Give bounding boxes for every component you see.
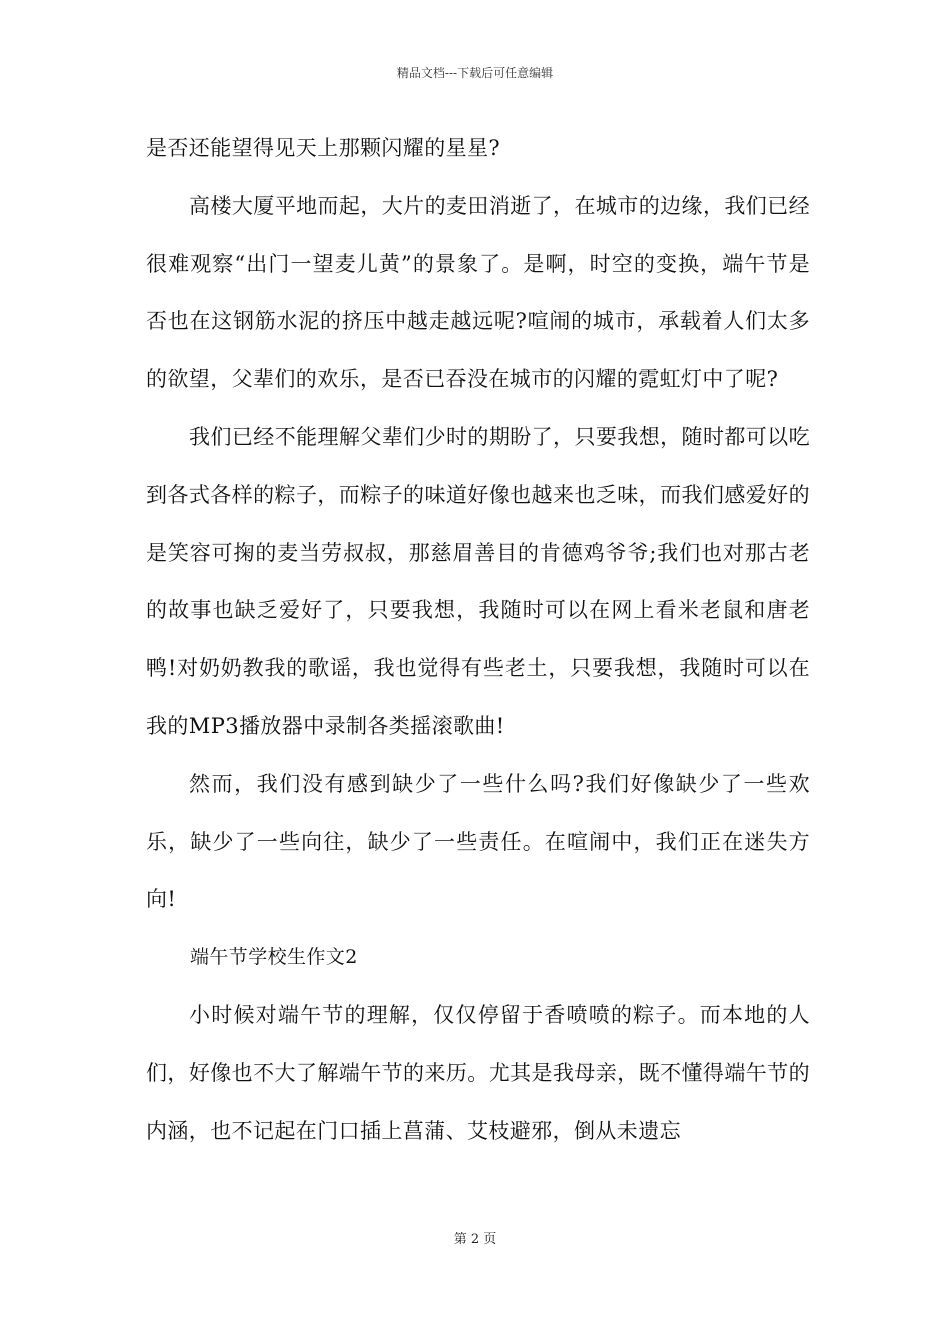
- paragraph: 我们已经不能理解父辈们少时的期盼了，只要我想，随时都可以吃到各式各样的粽子，而粽子的味道好像也越来也乏味，而我们感爱好的是笑容可掬的麦当劳叔叔，那慈眉善目的肯德鸡爷爷;我们也对那古老的故事也缺乏爱好了，只要我想，我随时可以在网上看米老鼠和唐老鸭!对奶奶教我的歌谣，我也觉得有些老土，只要我想，我随时可以在我的MP3播放器中录制各类摇滚歌曲!: [146, 424, 810, 738]
- paragraph: 高楼大厦平地而起，大片的麦田消逝了，在城市的边缘，我们已经很难观察“出门一望麦儿黄”的景象了。是啊，时空的变换，端午节是否也在这钢筋水泥的挤压中越走越远呢?喧闹的城市，承载着人们太多的欲望，父辈们的欢乐，是否已吞没在城市的闪耀的霓虹灯中了呢?: [146, 193, 810, 392]
- page-number: 第 2 页: [453, 1232, 497, 1247]
- paragraph-continuation: 是否还能望得见天上那颗闪耀的星星?: [146, 136, 501, 160]
- page-header: 精品文档---下载后可任意编辑: [396, 66, 554, 80]
- section-title: 端午节学校生作文2: [190, 946, 358, 969]
- document-body: [146, 120, 810, 1160]
- paragraph: 小时候对端午节的理解，仅仅停留于香喷喷的粽子。而本地的人们，好像也不大了解端午节的来历。尤其是我母亲，既不懂得端午节的内涵，也不记起在门口插上菖蒲、艾枝避邪，倒从未遗忘: [146, 1002, 810, 1143]
- paragraph: 然而，我们没有感到缺少了一些什么吗?我们好像缺少了一些欢乐，缺少了一些向往，缺少了一些责任。在喧闹中，我们正在迷失方向!: [146, 771, 810, 912]
